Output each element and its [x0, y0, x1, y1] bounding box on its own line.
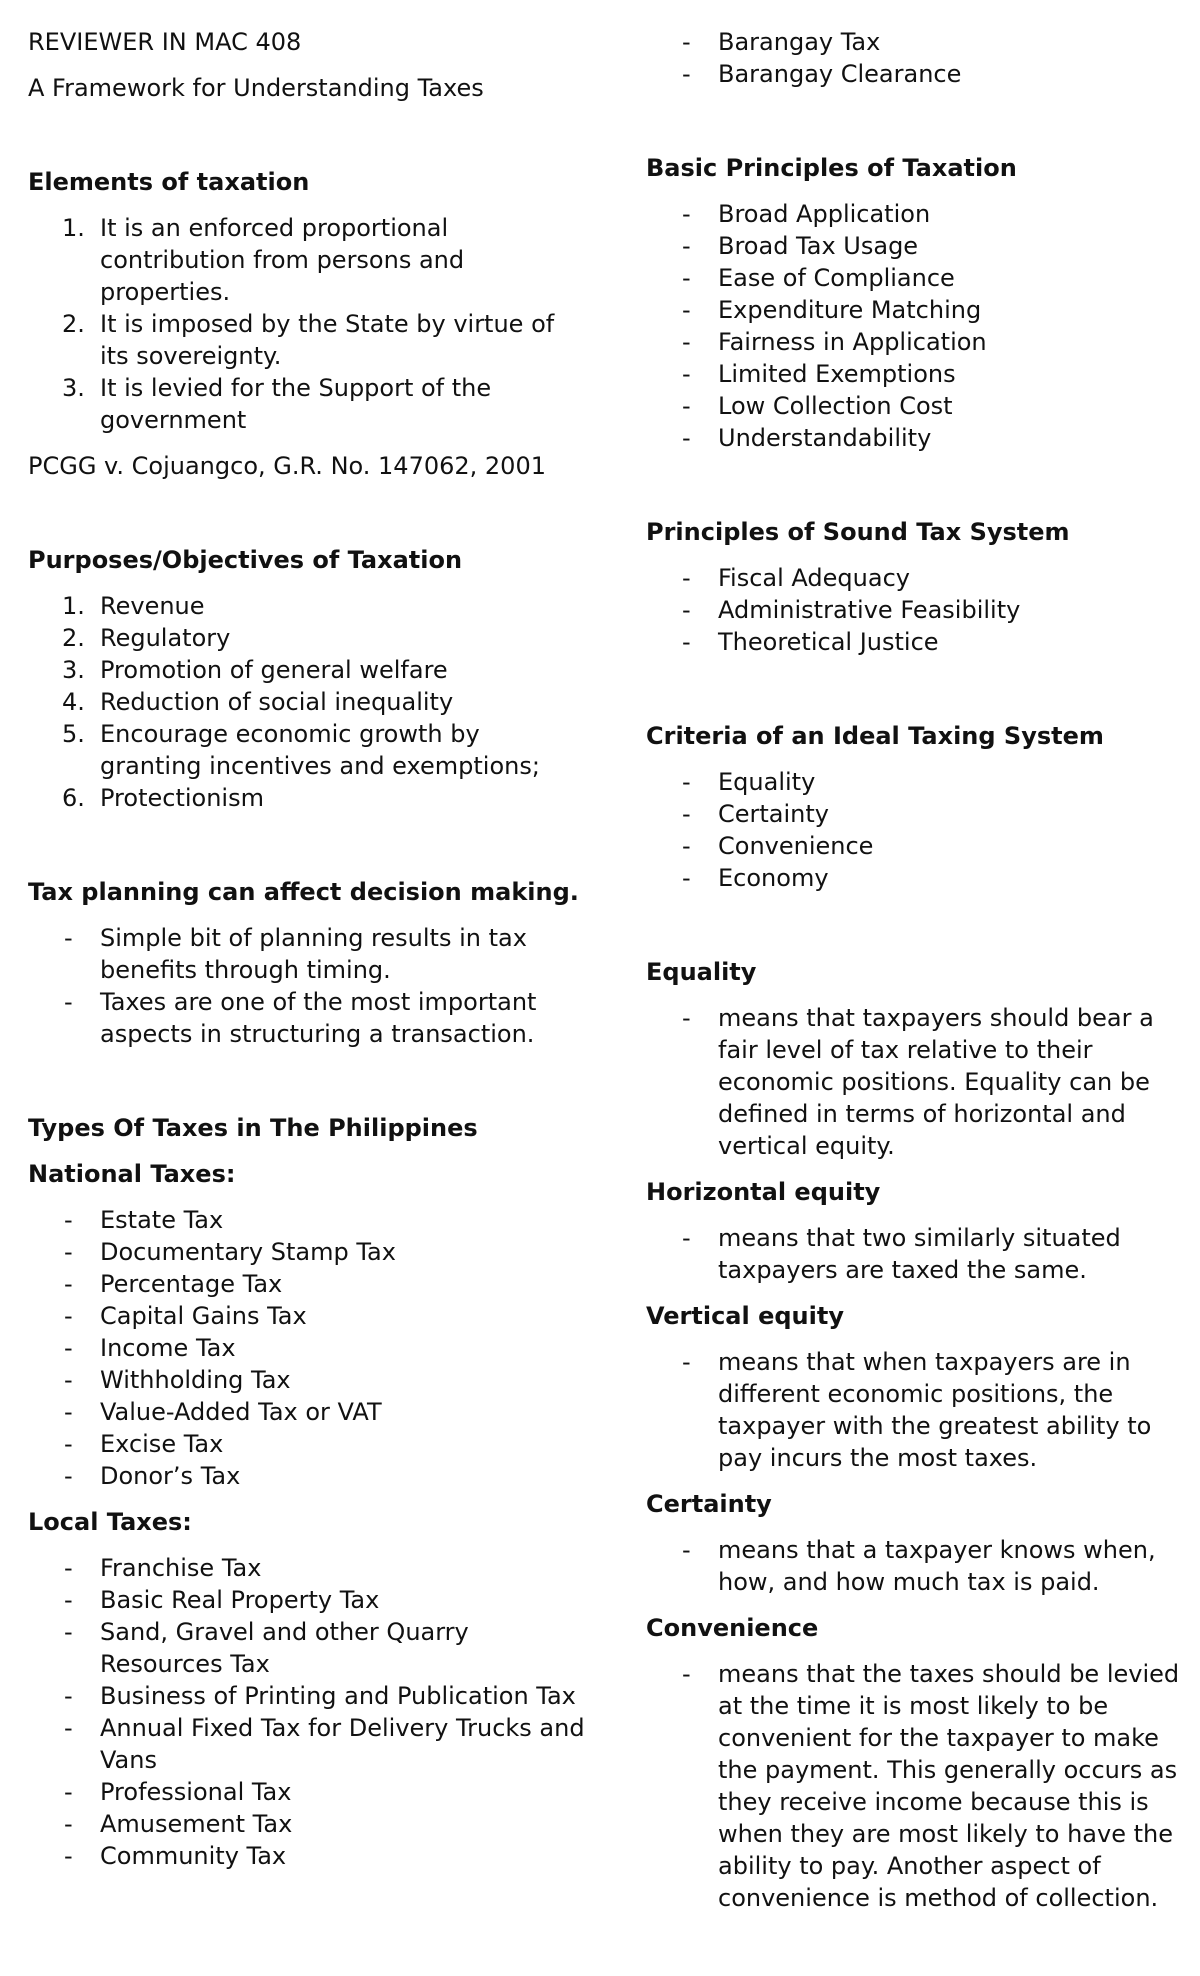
- dash-bullet: -: [64, 1586, 73, 1614]
- local-taxes-heading: Local Taxes:: [28, 1508, 192, 1536]
- document-title: REVIEWER IN MAC 408: [28, 28, 302, 56]
- list-item: 2. It is imposed by the State by virtue of its sovereignty.: [62, 310, 555, 370]
- dash-bullet: -: [682, 1224, 691, 1252]
- horizontal-equity-heading: Horizontal equity: [646, 1178, 881, 1206]
- list-item: - means that taxpayers should bear a fair level of tax relative to their economic positions. Equality can be defined in terms of horizontal and vertical equity.: [682, 1004, 1154, 1160]
- basic-principles-list: [646, 198, 1186, 454]
- list-item: - Expenditure Matching: [682, 296, 982, 324]
- list-item: - Business of Printing and Publication Tax: [64, 1682, 576, 1710]
- dash-bullet: -: [682, 232, 691, 260]
- dash-bullet: -: [64, 1554, 73, 1582]
- vertical-equity-definition: [646, 1346, 1186, 1474]
- dash-bullet: -: [64, 1270, 73, 1298]
- list-number: 5.: [62, 720, 85, 748]
- dash-bullet: -: [682, 296, 691, 324]
- list-item: - Documentary Stamp Tax: [64, 1238, 396, 1266]
- list-item: - Annual Fixed Tax for Delivery Trucks and Vans: [64, 1714, 585, 1774]
- list-item: - Barangay Tax: [682, 28, 881, 56]
- list-item: - Income Tax: [64, 1334, 236, 1362]
- list-item: 1. Revenue: [62, 592, 205, 620]
- dash-bullet: -: [682, 800, 691, 828]
- list-item: - Capital Gains Tax: [64, 1302, 307, 1330]
- vertical-equity-heading: Vertical equity: [646, 1302, 844, 1330]
- list-item: - Percentage Tax: [64, 1270, 283, 1298]
- list-item: 2. Regulatory: [62, 624, 231, 652]
- dash-bullet: -: [682, 60, 691, 88]
- list-item: 3. Promotion of general welfare: [62, 656, 448, 684]
- list-number: 1.: [62, 214, 85, 242]
- dash-bullet: -: [64, 1398, 73, 1426]
- horizontal-equity-definition: [646, 1222, 1186, 1286]
- equality-heading: Equality: [646, 958, 757, 986]
- list-item: - Fiscal Adequacy: [682, 564, 910, 592]
- dash-bullet: -: [64, 1462, 73, 1490]
- list-item: - Professional Tax: [64, 1778, 292, 1806]
- dash-bullet: -: [682, 768, 691, 796]
- dash-bullet: -: [64, 1842, 73, 1870]
- list-item: - means that a taxpayer knows when, how, and how much tax is paid.: [682, 1536, 1156, 1596]
- list-item: - Understandability: [682, 424, 932, 452]
- list-number: 2.: [62, 624, 85, 652]
- list-item: - Convenience: [682, 832, 874, 860]
- list-item: - Limited Exemptions: [682, 360, 956, 388]
- dash-bullet: -: [64, 1302, 73, 1330]
- list-item: - Low Collection Cost: [682, 392, 953, 420]
- dash-bullet: -: [64, 1238, 73, 1266]
- list-item: 3. It is levied for the Support of the government: [62, 374, 492, 434]
- sound-system-list: [646, 562, 1186, 658]
- dash-bullet: -: [682, 392, 691, 420]
- list-number: 6.: [62, 784, 85, 812]
- dash-bullet: -: [64, 1366, 73, 1394]
- list-number: 4.: [62, 688, 85, 716]
- dash-bullet: -: [64, 1430, 73, 1458]
- list-item: - Franchise Tax: [64, 1554, 262, 1582]
- local-taxes-list: [28, 1552, 588, 1872]
- dash-bullet: -: [682, 200, 691, 228]
- dash-bullet: -: [682, 424, 691, 452]
- list-item: - means that the taxes should be levied at the time it is most likely to be convenient for the taxpayer to make the payment. This generally occurs as they receive income because this is when they are most likely to have the ability to pay. Another aspect of convenience is method of collection.: [682, 1660, 1180, 1912]
- list-item: - Donor’s Tax: [64, 1462, 241, 1490]
- list-item: 5. Encourage economic growth by granting incentives and exemptions;: [62, 720, 540, 780]
- list-item: 6. Protectionism: [62, 784, 264, 812]
- list-item: - Taxes are one of the most important aspects in structuring a transaction.: [64, 988, 537, 1048]
- criteria-list: [646, 766, 1186, 894]
- basic-principles-heading: Basic Principles of Taxation: [646, 154, 1017, 182]
- types-heading: Types Of Taxes in The Philippines: [28, 1114, 478, 1142]
- dash-bullet: -: [682, 1660, 691, 1688]
- list-number: 3.: [62, 374, 85, 402]
- list-item: - means that two similarly situated taxpayers are taxed the same.: [682, 1224, 1121, 1284]
- right-column: [646, 26, 1186, 1914]
- list-number: 1.: [62, 592, 85, 620]
- dash-bullet: -: [64, 1206, 73, 1234]
- convenience-definition: [646, 1658, 1186, 1914]
- sound-system-heading: Principles of Sound Tax System: [646, 518, 1070, 546]
- list-item: - Withholding Tax: [64, 1366, 291, 1394]
- case-citation: PCGG v. Cojuangco, G.R. No. 147062, 2001: [28, 452, 546, 480]
- elements-heading: Elements of taxation: [28, 168, 310, 196]
- list-item: - Sand, Gravel and other Quarry Resources Tax: [64, 1618, 469, 1678]
- list-item: - Barangay Clearance: [682, 60, 962, 88]
- list-item: - Ease of Compliance: [682, 264, 955, 292]
- dash-bullet: -: [64, 988, 73, 1016]
- left-column: [28, 26, 588, 1872]
- dash-bullet: -: [64, 1714, 73, 1742]
- planning-list: [28, 922, 588, 1050]
- purposes-list: [28, 590, 588, 814]
- dash-bullet: -: [682, 628, 691, 656]
- convenience-heading: Convenience: [646, 1614, 819, 1642]
- dash-bullet: -: [682, 360, 691, 388]
- list-item: - Economy: [682, 864, 829, 892]
- dash-bullet: -: [682, 864, 691, 892]
- list-item: - Excise Tax: [64, 1430, 224, 1458]
- dash-bullet: -: [682, 832, 691, 860]
- list-item: - Community Tax: [64, 1842, 287, 1870]
- list-item: - Simple bit of planning results in tax benefits through timing.: [64, 924, 527, 984]
- list-item: - Amusement Tax: [64, 1810, 293, 1838]
- dash-bullet: -: [64, 1810, 73, 1838]
- list-item: - Certainty: [682, 800, 829, 828]
- list-item: - Estate Tax: [64, 1206, 224, 1234]
- equality-definition: [646, 1002, 1186, 1162]
- dash-bullet: -: [682, 1004, 691, 1032]
- dash-bullet: -: [682, 328, 691, 356]
- purposes-heading: Purposes/Objectives of Taxation: [28, 546, 463, 574]
- certainty-definition: [646, 1534, 1186, 1598]
- barangay-list: [646, 26, 1186, 90]
- list-item: - Theoretical Justice: [682, 628, 939, 656]
- dash-bullet: -: [64, 1682, 73, 1710]
- dash-bullet: -: [682, 564, 691, 592]
- dash-bullet: -: [64, 1778, 73, 1806]
- certainty-heading: Certainty: [646, 1490, 772, 1518]
- dash-bullet: -: [682, 1348, 691, 1376]
- list-item: - Equality: [682, 768, 816, 796]
- dash-bullet: -: [682, 264, 691, 292]
- list-item: - Fairness in Application: [682, 328, 987, 356]
- list-item: - Broad Application: [682, 200, 931, 228]
- list-item: - Broad Tax Usage: [682, 232, 919, 260]
- elements-list: [28, 212, 588, 436]
- dash-bullet: -: [682, 1536, 691, 1564]
- list-item: 4. Reduction of social inequality: [62, 688, 454, 716]
- dash-bullet: -: [64, 924, 73, 952]
- dash-bullet: -: [682, 28, 691, 56]
- dash-bullet: -: [682, 596, 691, 624]
- document-subtitle: A Framework for Understanding Taxes: [28, 74, 484, 102]
- planning-heading: Tax planning can affect decision making.: [28, 878, 579, 906]
- dash-bullet: -: [64, 1618, 73, 1646]
- criteria-heading: Criteria of an Ideal Taxing System: [646, 722, 1104, 750]
- list-item: - Administrative Feasibility: [682, 596, 1021, 624]
- dash-bullet: -: [64, 1334, 73, 1362]
- national-taxes-heading: National Taxes:: [28, 1160, 236, 1188]
- list-item: 1. It is an enforced proportional contribution from persons and properties.: [62, 214, 465, 306]
- list-item: - means that when taxpayers are in different economic positions, the taxpayer with the greatest ability to pay incurs the most taxes.: [682, 1348, 1152, 1472]
- list-item: - Value-Added Tax or VAT: [64, 1398, 382, 1426]
- list-number: 2.: [62, 310, 85, 338]
- list-item: - Basic Real Property Tax: [64, 1586, 380, 1614]
- list-number: 3.: [62, 656, 85, 684]
- national-taxes-list: [28, 1204, 588, 1492]
